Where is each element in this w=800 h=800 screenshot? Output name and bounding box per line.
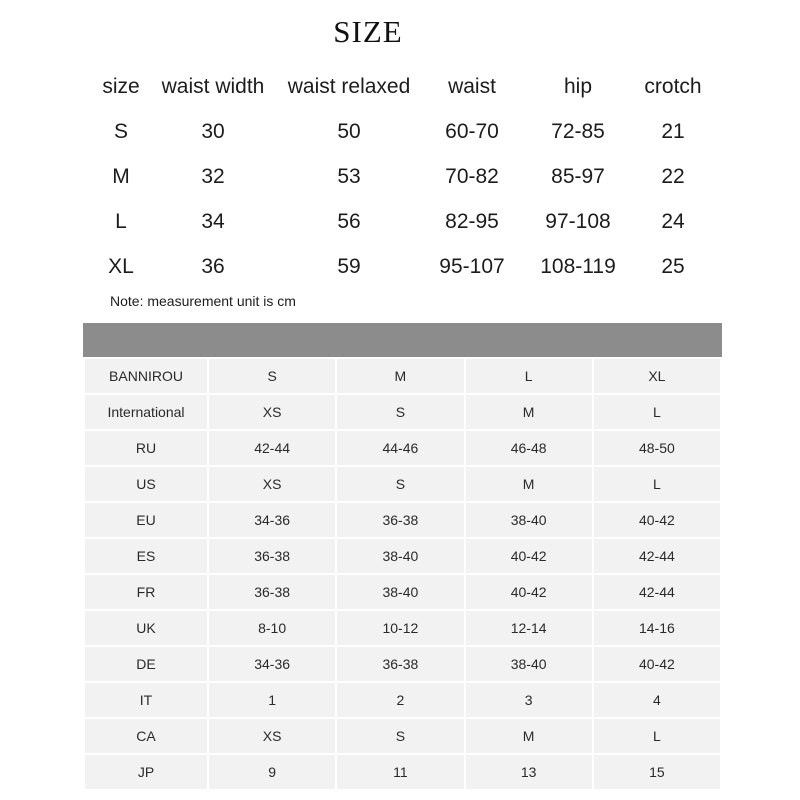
size-cell: XL [108,254,134,278]
conversion-cell: 9 [209,755,335,791]
conversion-cell: 38-40 [337,539,463,575]
conversion-cell: L [466,359,592,395]
waist-cell: 82-95 [445,209,499,233]
row-label: UK [85,611,207,647]
waist-relaxed-cell: 56 [337,209,361,233]
conversion-cell: 34-36 [209,503,335,539]
conversion-cell: 42-44 [594,575,720,611]
conversion-row-bannirou [85,359,720,395]
conversion-cell: 38-40 [337,575,463,611]
conversion-row-international [85,395,720,431]
size-conversion-table [83,359,722,791]
waist-relaxed-cell: 53 [337,164,361,188]
conversion-cell: S [337,719,463,755]
conversion-cell: 14-16 [594,611,720,647]
hip-cell: 108-119 [540,254,616,278]
table-row [92,109,712,154]
row-label: RU [85,431,207,467]
waist-width-cell: 30 [201,119,225,143]
crotch-cell: 22 [661,164,685,188]
row-label: IT [85,683,207,719]
header-size: size [102,75,140,98]
conversion-row-us [85,467,720,503]
row-label: BANNIROU [85,359,207,395]
conversion-row-ca [85,719,720,755]
row-label: International [85,395,207,431]
crotch-cell: 25 [661,254,685,278]
conversion-cell: S [209,359,335,395]
table-row [92,154,712,199]
conversion-cell: XS [209,395,335,431]
header-hip: hip [563,75,593,98]
page-title: SIZE [333,14,403,49]
waist-cell: 70-82 [445,164,499,188]
conversion-cell: 40-42 [594,647,720,683]
conversion-row-de [85,647,720,683]
hip-cell: 97-108 [545,209,611,233]
conversion-cell: 48-50 [594,431,720,467]
conversion-row-jp [85,755,720,791]
crotch-cell: 21 [661,119,685,143]
waist-cell: 95-107 [439,254,505,278]
conversion-cell: 36-38 [209,539,335,575]
hip-cell: 72-85 [551,119,605,143]
conversion-cell: 44-46 [337,431,463,467]
conversion-row-it [85,683,720,719]
waist-width-cell: 34 [201,209,225,233]
conversion-row-fr [85,575,720,611]
row-label: ES [85,539,207,575]
table-row [92,244,712,289]
conversion-cell: 40-42 [466,575,592,611]
conversion-cell: 36-38 [209,575,335,611]
conversion-cell: 38-40 [466,647,592,683]
conversion-cell: 10-12 [337,611,463,647]
conversion-cell: M [466,719,592,755]
conversion-cell: L [594,467,720,503]
header-waist-relaxed: waist relaxed [287,75,411,98]
conversion-cell: XS [209,467,335,503]
conversion-cell: XL [594,359,720,395]
conversion-cell: S [337,395,463,431]
crotch-cell: 24 [661,209,685,233]
conversion-cell: L [594,395,720,431]
size-cell: M [112,164,130,188]
header-crotch: crotch [644,75,702,98]
conversion-cell: 12-14 [466,611,592,647]
waist-width-cell: 36 [201,254,225,278]
conversion-cell: 1 [209,683,335,719]
hip-cell: 85-97 [551,164,605,188]
row-label: DE [85,647,207,683]
conversion-cell: 36-38 [337,503,463,539]
size-table-header-row [92,65,712,109]
conversion-row-eu [85,503,720,539]
conversion-cell: M [466,395,592,431]
conversion-cell: 46-48 [466,431,592,467]
conversion-cell: 34-36 [209,647,335,683]
conversion-cell: 40-42 [466,539,592,575]
conversion-header-bar [83,323,722,357]
conversion-cell: 15 [594,755,720,791]
conversion-cell: M [466,467,592,503]
row-label: CA [85,719,207,755]
size-cell: L [115,209,127,233]
header-waist-width: waist width [161,75,265,98]
conversion-cell: 42-44 [594,539,720,575]
conversion-cell: 3 [466,683,592,719]
waist-relaxed-cell: 50 [337,119,361,143]
waist-cell: 60-70 [445,119,499,143]
conversion-cell: 13 [466,755,592,791]
size-cell: S [113,119,128,143]
header-waist: waist [448,75,496,98]
row-label: FR [85,575,207,611]
row-label: US [85,467,207,503]
size-measurement-table [92,65,712,289]
measurement-note: Note: measurement unit is cm [110,293,296,309]
conversion-cell: 36-38 [337,647,463,683]
waist-relaxed-cell: 59 [337,254,361,278]
conversion-cell: 38-40 [466,503,592,539]
row-label: EU [85,503,207,539]
conversion-cell: 8-10 [209,611,335,647]
conversion-cell: 40-42 [594,503,720,539]
conversion-cell: XS [209,719,335,755]
table-row [92,199,712,244]
conversion-cell: 42-44 [209,431,335,467]
conversion-row-uk [85,611,720,647]
conversion-cell: L [594,719,720,755]
conversion-cell: 4 [594,683,720,719]
conversion-row-es [85,539,720,575]
conversion-cell: M [337,359,463,395]
conversion-row-ru [85,431,720,467]
conversion-cell: S [337,467,463,503]
row-label: JP [85,755,207,791]
waist-width-cell: 32 [201,164,225,188]
conversion-cell: 11 [337,755,463,791]
conversion-cell: 2 [337,683,463,719]
